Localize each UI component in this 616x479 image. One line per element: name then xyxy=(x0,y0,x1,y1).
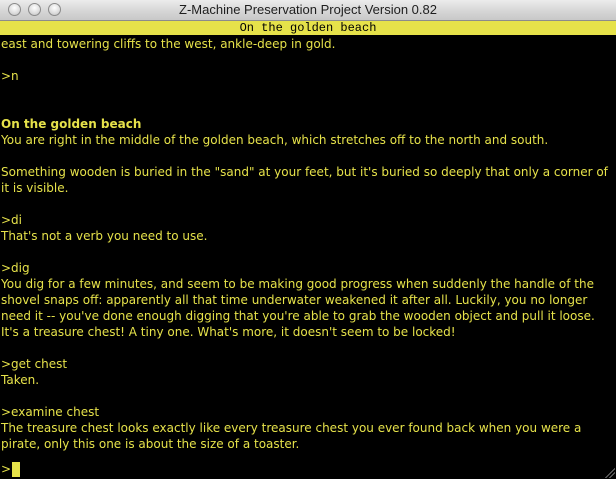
status-bar-location: On the golden beach xyxy=(0,21,616,35)
command-prompt: > xyxy=(1,462,12,476)
transcript-line: It's a treasure chest! A tiny one. What's more, it doesn't seem to be locked! xyxy=(1,325,456,339)
transcript-line: You dig for a few minutes, and seem to be making good progress when suddenly the handle of the xyxy=(1,277,594,291)
transcript-line: east and towering cliffs to the west, ankle-deep in gold. xyxy=(1,37,336,51)
command-prompt-line[interactable] xyxy=(1,461,616,477)
blank-line xyxy=(1,148,616,164)
blank-line xyxy=(1,100,616,116)
transcript-line: need it -- you've done enough digging that you're able to grab the wooden object and pull it loose. xyxy=(1,309,595,323)
transcript-line: Something wooden is buried in the "sand" at your feet, but it's buried so deeply that only a corner of xyxy=(1,165,608,179)
transcript-line: pirate, only this one is about the size of a toaster. xyxy=(1,437,300,451)
resize-grip-icon[interactable] xyxy=(603,466,615,478)
text-cursor xyxy=(12,462,20,477)
transcript-lines xyxy=(1,36,616,452)
blank-line xyxy=(1,340,616,356)
transcript-line: The treasure chest looks exactly like every treasure chest you ever found back when you were a xyxy=(1,421,582,435)
blank-line xyxy=(1,244,616,260)
blank-line xyxy=(1,388,616,404)
window-title: Z-Machine Preservation Project Version 0.82 xyxy=(179,2,437,17)
blank-line xyxy=(1,52,616,68)
transcript-line: You are right in the middle of the golden beach, which stretches off to the north and south. xyxy=(1,133,549,147)
blank-line xyxy=(1,196,616,212)
transcript-line: shovel snaps off: apparently all that time underwater weakened it after all. Luckily, you no longer xyxy=(1,293,588,307)
transcript-line: Taken. xyxy=(1,373,40,387)
title-bar[interactable] xyxy=(0,0,616,21)
transcript-line: it is visible. xyxy=(1,181,69,195)
transcript-line: >dig xyxy=(1,261,30,275)
room-heading: On the golden beach xyxy=(1,117,142,131)
transcript-line: That's not a verb you need to use. xyxy=(1,229,208,243)
blank-line xyxy=(1,84,616,100)
transcript-line: >get chest xyxy=(1,357,68,371)
game-transcript[interactable] xyxy=(0,35,616,479)
transcript-line: >examine chest xyxy=(1,405,100,419)
transcript-line: >n xyxy=(1,69,19,83)
transcript-line: >di xyxy=(1,213,23,227)
